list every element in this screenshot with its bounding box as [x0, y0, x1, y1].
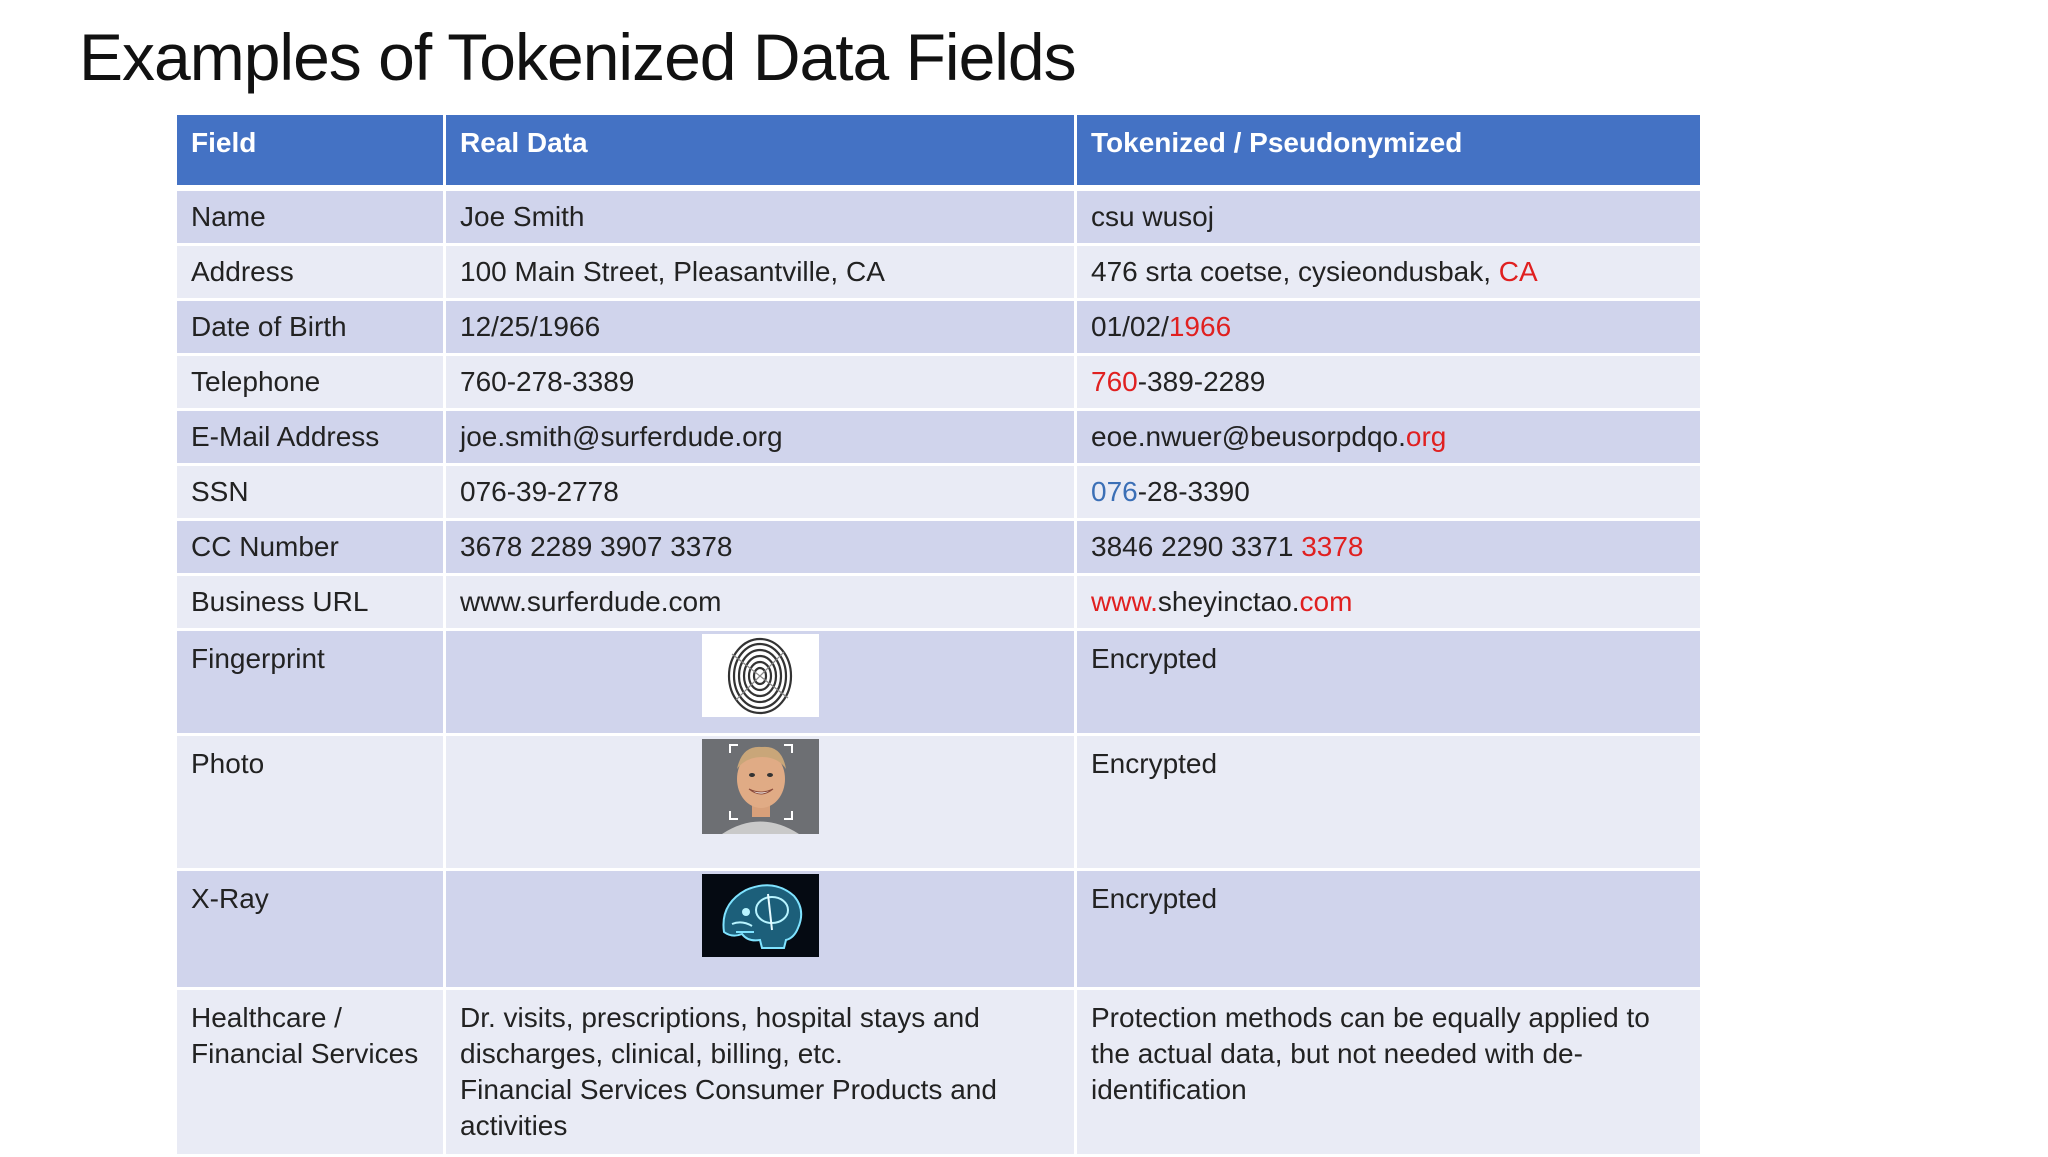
tokenized-cell — [1076, 520, 1702, 575]
real-data-cell: 760-278-3389 — [445, 355, 1076, 410]
preserved-part: www. — [1091, 586, 1158, 617]
face-photo-image — [702, 739, 819, 834]
real-data-cell: Joe Smith — [445, 188, 1076, 245]
token-part: eoe.nwuer@beusorpdqo. — [1091, 421, 1406, 452]
tokenized-cell — [1076, 355, 1702, 410]
real-data-cell: 3678 2289 3907 3378 — [445, 520, 1076, 575]
token-part: -28-3390 — [1137, 476, 1250, 507]
token-part: sheyinctao. — [1157, 586, 1300, 617]
tokenized-cell: csu wusoj — [1076, 188, 1702, 245]
real-data-cell: joe.smith@surferdude.org — [445, 410, 1076, 465]
preserved-part: 1966 — [1168, 311, 1232, 342]
table-row-telephone — [176, 355, 1702, 410]
table-header-row — [176, 114, 1702, 189]
field-cell: SSN — [176, 465, 445, 520]
tokenized-cell — [1076, 465, 1702, 520]
field-cell: Business URL — [176, 575, 445, 630]
preserved-part: CA — [1498, 256, 1538, 287]
real-data-cell: 076-39-2778 — [445, 465, 1076, 520]
table-row-healthcare — [176, 989, 1702, 1156]
real-data-cell: www.surferdude.com — [445, 575, 1076, 630]
tokenized-fields-table — [174, 112, 1703, 1157]
tokenized-cell — [1076, 575, 1702, 630]
slide-title: Examples of Tokenized Data Fields — [79, 20, 1076, 94]
field-cell: Date of Birth — [176, 300, 445, 355]
preserved-part: 3378 — [1301, 531, 1364, 562]
table-row-ssn — [176, 465, 1702, 520]
field-cell: X-Ray — [176, 870, 445, 989]
table-row-url — [176, 575, 1702, 630]
preserved-part: com — [1299, 586, 1353, 617]
tokenized-cell: Encrypted — [1076, 630, 1702, 735]
token-part: -389-2289 — [1137, 366, 1266, 397]
header-real-data: Real Data — [445, 114, 1076, 189]
real-data-cell — [445, 870, 1076, 989]
table-row-name — [176, 188, 1702, 245]
field-cell: CC Number — [176, 520, 445, 575]
tokenized-cell — [1076, 410, 1702, 465]
tokenized-cell — [1076, 300, 1702, 355]
table-row-dob — [176, 300, 1702, 355]
table-row-email — [176, 410, 1702, 465]
header-field: Field — [176, 114, 445, 189]
field-cell: Name — [176, 188, 445, 245]
token-part: 3846 2290 3371 — [1091, 531, 1302, 562]
tokenized-cell: Encrypted — [1076, 870, 1702, 989]
tokenized-cell — [1076, 245, 1702, 300]
real-data-cell — [445, 735, 1076, 870]
preserved-part: 760 — [1091, 366, 1138, 397]
table-row-address — [176, 245, 1702, 300]
table-row-photo — [176, 735, 1702, 870]
header-tokenized: Tokenized / Pseudonymized — [1076, 114, 1702, 189]
field-cell: Fingerprint — [176, 630, 445, 735]
tokenized-cell: Encrypted — [1076, 735, 1702, 870]
fingerprint-image — [702, 634, 819, 717]
token-part: 476 srta coetse, cysieondusbak, — [1091, 256, 1499, 287]
field-cell: Address — [176, 245, 445, 300]
field-cell: Telephone — [176, 355, 445, 410]
real-data-cell: 12/25/1966 — [445, 300, 1076, 355]
real-data-cell: Dr. visits, prescriptions, hospital stays and discharges, clinical, billing, etc. Financial Services Consumer Products and activities — [445, 989, 1076, 1156]
field-cell: E-Mail Address — [176, 410, 445, 465]
preserved-part: org — [1405, 421, 1447, 452]
token-part: 01/02/ — [1091, 311, 1169, 342]
field-cell: Photo — [176, 735, 445, 870]
field-cell: Healthcare / Financial Services — [176, 989, 445, 1156]
table-row-fingerprint — [176, 630, 1702, 735]
preserved-part: 076 — [1091, 476, 1138, 507]
xray-skull-image — [702, 874, 819, 957]
table-row-cc — [176, 520, 1702, 575]
tokenized-cell: Protection methods can be equally applied to the actual data, but not needed with de- identification — [1076, 989, 1702, 1156]
table-row-xray — [176, 870, 1702, 989]
real-data-cell: 100 Main Street, Pleasantville, CA — [445, 245, 1076, 300]
real-data-cell — [445, 630, 1076, 735]
